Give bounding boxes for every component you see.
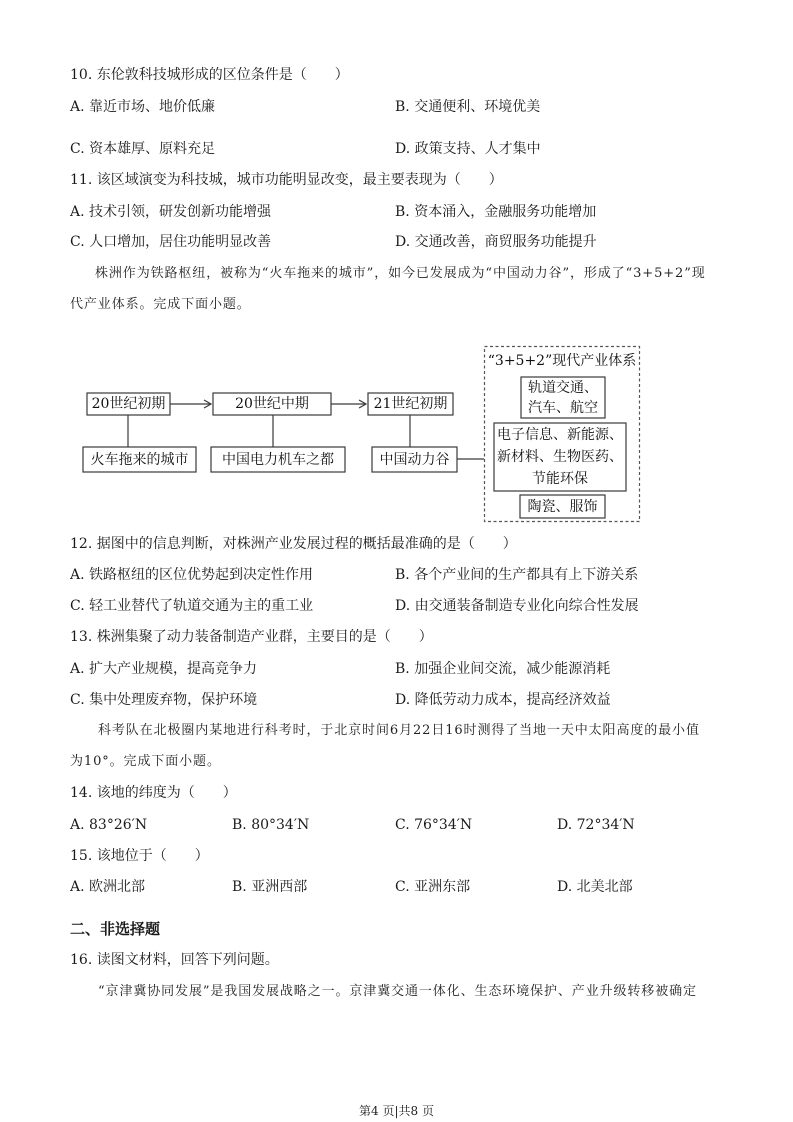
- q13-options-row-2: [0, 691, 793, 709]
- q10-options-row-1: [0, 98, 793, 116]
- q15-option-d: D. 北美北部: [557, 879, 633, 895]
- q15-options-row: [0, 878, 793, 896]
- industry-group-5-line-2: 新材料、生物医药、: [497, 449, 623, 465]
- stage-2-period-label: 20世纪中期: [235, 396, 309, 412]
- q11-option-c: C. 人口增加，居住功能明显改善: [70, 234, 272, 250]
- industry-group-2-line-1: 陶瓷、服饰: [527, 499, 598, 515]
- q10-option-a: A. 靠近市场、地价低廉: [70, 99, 216, 115]
- zhuzhou-passage-line-1: 株洲作为铁路枢纽，被称为“火车拖来的城市”，如今已发展成为“中国动力谷”，形成了“3+5+2”现: [95, 266, 706, 281]
- q15-option-c: C. 亚洲东部: [395, 879, 471, 895]
- q14-stem: 14. 该地的纬度为（ ）: [70, 785, 237, 801]
- q11-options-row-2: [0, 233, 793, 251]
- arctic-passage-line-1: 科考队在北极圈内某地进行科考时，于北京时间6月22日16时测得了当地一天中太阳高度的最小值: [98, 723, 700, 738]
- q12-options-row-2: [0, 597, 793, 615]
- q14-option-b: B. 80°34′N: [232, 817, 310, 833]
- q15-option-b: B. 亚洲西部: [232, 879, 308, 895]
- q13-option-a: A. 扩大产业规模，提高竞争力: [70, 661, 258, 677]
- q13-option-d: D. 降低劳动力成本，提高经济效益: [395, 692, 611, 708]
- q12-option-a: A. 铁路枢纽的区位优势起到决定性作用: [70, 567, 314, 583]
- q10-option-c: C. 资本雄厚、原料充足: [70, 141, 216, 157]
- stage-3-period-label: 21世纪初期: [373, 396, 448, 412]
- q15-stem: 15. 该地位于（ ）: [70, 848, 209, 864]
- q11-option-b: B. 资本涌入，金融服务功能增加: [395, 204, 597, 220]
- q10-stem: 10. 东伦敦科技城形成的区位条件是（ ）: [70, 67, 349, 83]
- q14-option-c: C. 76°34′N: [395, 817, 473, 833]
- industry-group-5-line-1: 电子信息、新能源、: [497, 427, 623, 443]
- q14-option-a: A. 83°26′N: [70, 817, 148, 833]
- q14-option-d: D. 72°34′N: [557, 817, 635, 833]
- q11-stem: 11. 该区域演变为科技城，城市功能明显改变，最主要表现为（ ）: [70, 172, 503, 188]
- q13-stem: 13. 株洲集聚了动力装备制造产业群，主要目的是（ ）: [70, 629, 433, 645]
- q13-options-row-1: [0, 660, 793, 678]
- arctic-passage-line-2: 为10°。完成下面小题。: [70, 754, 221, 769]
- stage-3-title: 中国动力谷: [379, 452, 450, 468]
- industry-group-3-line-2: 汽车、航空: [528, 400, 598, 416]
- industry-system-title: “3+5+2”现代产业体系: [487, 353, 637, 369]
- zhuzhou-passage-line-2: 代产业体系。完成下面小题。: [70, 297, 251, 312]
- q15-option-a: A. 欧洲北部: [70, 879, 146, 895]
- stage-1-period-label: 20世纪初期: [91, 396, 166, 412]
- q13-option-c: C. 集中处理废弃物，保护环境: [70, 692, 258, 708]
- q16-passage-line-1: “京津冀协同发展”是我国发展战略之一。京津冀交通一体化、生态环境保护、产业升级转移被确定: [98, 984, 697, 999]
- q10-option-d: D. 政策支持、人才集中: [395, 141, 541, 157]
- q12-options-row-1: [0, 566, 793, 584]
- page-footer: 第4 页|共8 页: [359, 1104, 434, 1118]
- q16-stem: 16. 读图文材料，回答下列问题。: [70, 952, 279, 968]
- section-heading: 二、非选择题: [70, 920, 161, 938]
- q14-options-row: [0, 816, 793, 834]
- q11-options-row-1: [0, 203, 793, 221]
- q12-option-b: B. 各个产业间的生产都具有上下游关系: [395, 567, 639, 583]
- industry-group-5-line-3: 节能环保: [532, 471, 588, 487]
- q10-options-row-2: [0, 140, 793, 158]
- stage-2-title: 中国电力机车之都: [222, 452, 334, 468]
- zhuzhou-industry-diagram: [70, 340, 650, 530]
- q10-option-b: B. 交通便利、环境优美: [395, 99, 541, 115]
- q12-option-d: D. 由交通装备制造专业化向综合性发展: [395, 598, 639, 614]
- q13-option-b: B. 加强企业间交流，减少能源消耗: [395, 661, 611, 677]
- q12-stem: 12. 据图中的信息判断，对株洲产业发展过程的概括最准确的是（ ）: [70, 536, 517, 552]
- industry-group-3-line-1: 轨道交通、: [528, 380, 598, 396]
- q12-option-c: C. 轻工业替代了轨道交通为主的重工业: [70, 598, 314, 614]
- q11-option-d: D. 交通改善，商贸服务功能提升: [395, 234, 597, 250]
- q11-option-a: A. 技术引领，研发创新功能增强: [70, 204, 272, 220]
- stage-1-title: 火车拖来的城市: [90, 452, 189, 468]
